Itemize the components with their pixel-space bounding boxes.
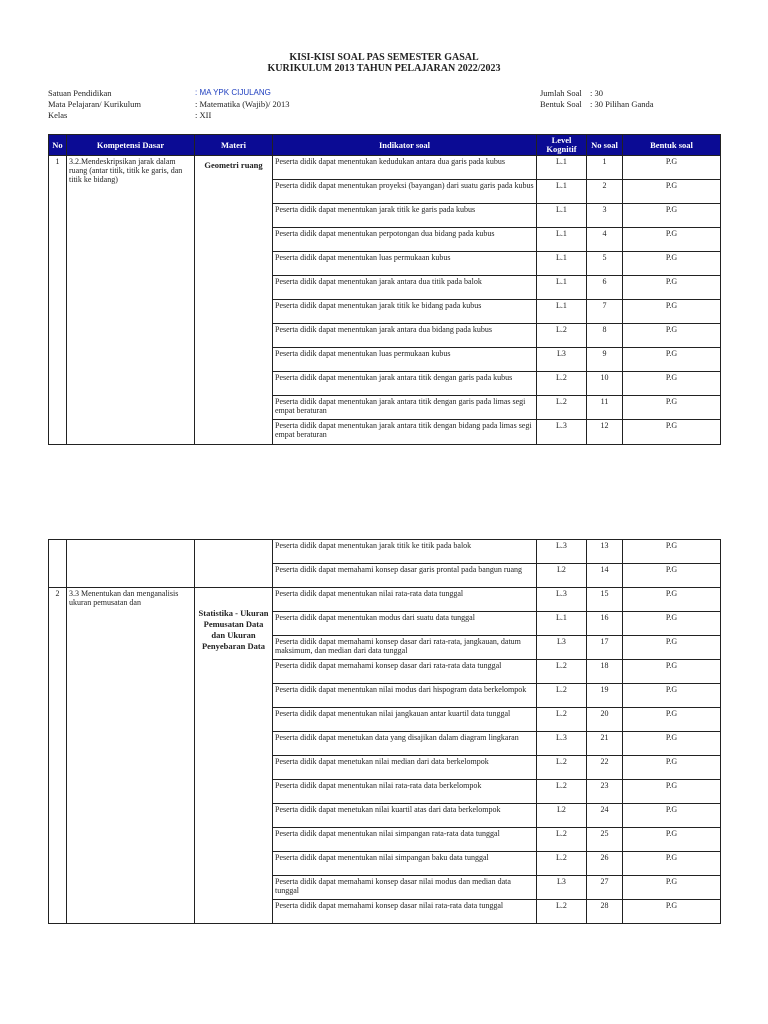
row-number [49, 540, 67, 588]
materi [195, 540, 273, 588]
level-cell: L.2 [537, 396, 587, 420]
kelas-value: : XII [195, 110, 212, 120]
no-soal-cell: 1 [587, 156, 623, 180]
no-soal-cell: 13 [587, 540, 623, 564]
bentuk-cell: P.G [623, 900, 721, 924]
indikator-cell: Peserta didik dapat menentukan jarak titik ke garis pada kubus [273, 204, 537, 228]
col-level: Level Kognitif [537, 135, 587, 156]
bentuk-cell: P.G [623, 300, 721, 324]
bentuk-cell: P.G [623, 852, 721, 876]
indikator-cell: Peserta didik dapat menentukan perpotongan dua bidang pada kubus [273, 228, 537, 252]
level-cell: L.2 [537, 828, 587, 852]
bentuk-cell: P.G [623, 612, 721, 636]
bentuk-cell: P.G [623, 204, 721, 228]
satuan-value: : MA YPK CIJULANG [195, 88, 271, 97]
jumlah-soal-label: Jumlah Soal [540, 88, 582, 98]
level-cell: L3 [537, 876, 587, 900]
no-soal-cell: 21 [587, 732, 623, 756]
bentuk-cell: P.G [623, 588, 721, 612]
level-cell: L.1 [537, 612, 587, 636]
bentuk-cell: P.G [623, 876, 721, 900]
bentuk-cell: P.G [623, 372, 721, 396]
indikator-cell: Peserta didik dapat menentukan jarak antara dua bidang pada kubus [273, 324, 537, 348]
kisi-table-1 [48, 134, 721, 445]
level-cell: L.1 [537, 204, 587, 228]
no-soal-cell: 24 [587, 804, 623, 828]
mapel-label: Mata Pelajaran/ Kurikulum [48, 99, 142, 109]
bentuk-cell: P.G [623, 396, 721, 420]
bentuk-cell: P.G [623, 804, 721, 828]
row-number: 1 [49, 156, 67, 445]
no-soal-cell: 22 [587, 756, 623, 780]
table-header-row [49, 135, 721, 156]
no-soal-cell: 8 [587, 324, 623, 348]
level-cell: L.2 [537, 372, 587, 396]
level-cell: L.1 [537, 300, 587, 324]
col-bentuk: Bentuk soal [623, 135, 721, 156]
kisi-table-2 [48, 539, 721, 924]
no-soal-cell: 2 [587, 180, 623, 204]
no-soal-cell: 25 [587, 828, 623, 852]
no-soal-cell: 6 [587, 276, 623, 300]
bentuk-cell: P.G [623, 156, 721, 180]
indikator-cell: Peserta didik dapat memahami konsep dasar dari rata-rata data tunggal [273, 660, 537, 684]
no-soal-cell: 26 [587, 852, 623, 876]
level-cell: L.1 [537, 276, 587, 300]
indikator-cell: Peserta didik dapat menentukan nilai modus dari hispogram data berkelompok [273, 684, 537, 708]
bentuk-cell: P.G [623, 348, 721, 372]
indikator-cell: Peserta didik dapat menetukan data yang disajikan dalam diagram lingkaran [273, 732, 537, 756]
kompetensi-dasar: 3.2.Mendeskripsikan jarak dalam ruang (antar titik, titik ke garis, dan titik ke bidang) [67, 156, 195, 445]
level-cell: L.3 [537, 420, 587, 445]
level-cell: L.2 [537, 684, 587, 708]
indikator-cell: Peserta didik dapat memahami konsep dasar nilai rata-rata data tunggal [273, 900, 537, 924]
col-no: No [49, 135, 67, 156]
bentuk-cell: P.G [623, 756, 721, 780]
bentuk-cell: P.G [623, 708, 721, 732]
no-soal-cell: 12 [587, 420, 623, 445]
level-cell: L3 [537, 348, 587, 372]
materi: Geometri ruang [195, 156, 273, 445]
no-soal-cell: 19 [587, 684, 623, 708]
level-cell: L.2 [537, 708, 587, 732]
document-subtitle: KURIKULUM 2013 TAHUN PELAJARAN 2022/2023 [267, 63, 501, 74]
document-title: KISI-KISI SOAL PAS SEMESTER GASAL [289, 52, 479, 63]
no-soal-cell: 11 [587, 396, 623, 420]
indikator-cell: Peserta didik dapat menetukan nilai kuartil atas dari data berkelompok [273, 804, 537, 828]
table-row [49, 588, 721, 612]
col-indikator: Indikator soal [273, 135, 537, 156]
bentuk-cell: P.G [623, 780, 721, 804]
col-kompetensi-dasar: Kompetensi Dasar [67, 135, 195, 156]
indikator-cell: Peserta didik dapat memahami konsep dasar dari rata-rata, jangkauan, datum maksimum, dan median dari data tunggal [273, 636, 537, 660]
bentuk-soal-label: Bentuk Soal [540, 99, 582, 109]
materi: Statistika - Ukuran Pemusatan Data dan Ukuran Penyebaran Data [195, 588, 273, 924]
no-soal-cell: 14 [587, 564, 623, 588]
level-cell: L.2 [537, 900, 587, 924]
bentuk-cell: P.G [623, 540, 721, 564]
bentuk-cell: P.G [623, 324, 721, 348]
bentuk-cell: P.G [623, 636, 721, 660]
level-cell: L.2 [537, 660, 587, 684]
no-soal-cell: 23 [587, 780, 623, 804]
no-soal-cell: 16 [587, 612, 623, 636]
indikator-cell: Peserta didik dapat menentukan jarak antara dua titik pada balok [273, 276, 537, 300]
indikator-cell: Peserta didik dapat menentukan kedudukan antara dua garis pada kubus [273, 156, 537, 180]
no-soal-cell: 17 [587, 636, 623, 660]
level-cell: L.3 [537, 540, 587, 564]
no-soal-cell: 10 [587, 372, 623, 396]
bentuk-cell: P.G [623, 684, 721, 708]
no-soal-cell: 18 [587, 660, 623, 684]
no-soal-cell: 20 [587, 708, 623, 732]
indikator-cell: Peserta didik dapat memahami konsep dasar garis prontal pada bangun ruang [273, 564, 537, 588]
indikator-cell: Peserta didik dapat menentukan proyeksi (bayangan) dari suatu garis pada kubus [273, 180, 537, 204]
no-soal-cell: 7 [587, 300, 623, 324]
level-cell: L.2 [537, 756, 587, 780]
bentuk-cell: P.G [623, 732, 721, 756]
no-soal-cell: 9 [587, 348, 623, 372]
level-cell: L.3 [537, 732, 587, 756]
jumlah-soal-value: : 30 [590, 88, 603, 98]
indikator-cell: Peserta didik dapat menentukan luas permukaan kubus [273, 348, 537, 372]
kelas-label: Kelas [48, 110, 68, 120]
level-cell: L.2 [537, 852, 587, 876]
indikator-cell: Peserta didik dapat menentukan jarak antara titik dengan bidang pada limas segi empat beraturan [273, 420, 537, 445]
level-cell: L.2 [537, 780, 587, 804]
level-cell: L.2 [537, 324, 587, 348]
table-row [49, 540, 721, 564]
table-row [49, 156, 721, 180]
level-cell: L.1 [537, 252, 587, 276]
kompetensi-dasar [67, 540, 195, 588]
indikator-cell: Peserta didik dapat menentukan jarak titik ke titik pada balok [273, 540, 537, 564]
bentuk-cell: P.G [623, 828, 721, 852]
indikator-cell: Peserta didik dapat menentukan jarak titik ke bidang pada kubus [273, 300, 537, 324]
no-soal-cell: 3 [587, 204, 623, 228]
level-cell: L.1 [537, 180, 587, 204]
bentuk-cell: P.G [623, 180, 721, 204]
level-cell: L2 [537, 564, 587, 588]
indikator-cell: Peserta didik dapat menentukan luas permukaan kubus [273, 252, 537, 276]
level-cell: L.1 [537, 156, 587, 180]
no-soal-cell: 4 [587, 228, 623, 252]
col-materi: Materi [195, 135, 273, 156]
indikator-cell: Peserta didik dapat menentukan nilai rata-rata data tunggal [273, 588, 537, 612]
indikator-cell: Peserta didik dapat menentukan modus dari suatu data tunggal [273, 612, 537, 636]
indikator-cell: Peserta didik dapat menentukan nilai rata-rata data berkelompok [273, 780, 537, 804]
no-soal-cell: 5 [587, 252, 623, 276]
no-soal-cell: 15 [587, 588, 623, 612]
row-number: 2 [49, 588, 67, 924]
bentuk-cell: P.G [623, 228, 721, 252]
bentuk-cell: P.G [623, 420, 721, 445]
indikator-cell: Peserta didik dapat menentukan nilai jangkauan antar kuartil data tunggal [273, 708, 537, 732]
bentuk-soal-value: : 30 Pilihan Ganda [590, 99, 654, 109]
col-no-soal: No soal [587, 135, 623, 156]
mapel-value: : Matematika (Wajib)/ 2013 [195, 99, 290, 109]
level-cell: L.1 [537, 228, 587, 252]
indikator-cell: Peserta didik dapat memahami konsep dasar nilai modus dan median data tunggal [273, 876, 537, 900]
level-cell: L3 [537, 636, 587, 660]
indikator-cell: Peserta didik dapat menentukan nilai simpangan rata-rata data tunggal [273, 828, 537, 852]
bentuk-cell: P.G [623, 252, 721, 276]
indikator-cell: Peserta didik dapat menetukan nilai median dari data berkelompok [273, 756, 537, 780]
indikator-cell: Peserta didik dapat menentukan jarak antara titik dengan garis pada kubus [273, 372, 537, 396]
indikator-cell: Peserta didik dapat menentukan jarak antara titik dengan garis pada limas segi empat beraturan [273, 396, 537, 420]
indikator-cell: Peserta didik dapat menentukan nilai simpangan baku data tunggal [273, 852, 537, 876]
no-soal-cell: 28 [587, 900, 623, 924]
bentuk-cell: P.G [623, 660, 721, 684]
bentuk-cell: P.G [623, 564, 721, 588]
no-soal-cell: 27 [587, 876, 623, 900]
level-cell: L2 [537, 804, 587, 828]
bentuk-cell: P.G [623, 276, 721, 300]
kompetensi-dasar: 3.3 Menentukan dan menganalisis ukuran pemusatan dan [67, 588, 195, 924]
level-cell: L.3 [537, 588, 587, 612]
satuan-label: Satuan Pendidikan [48, 88, 112, 98]
